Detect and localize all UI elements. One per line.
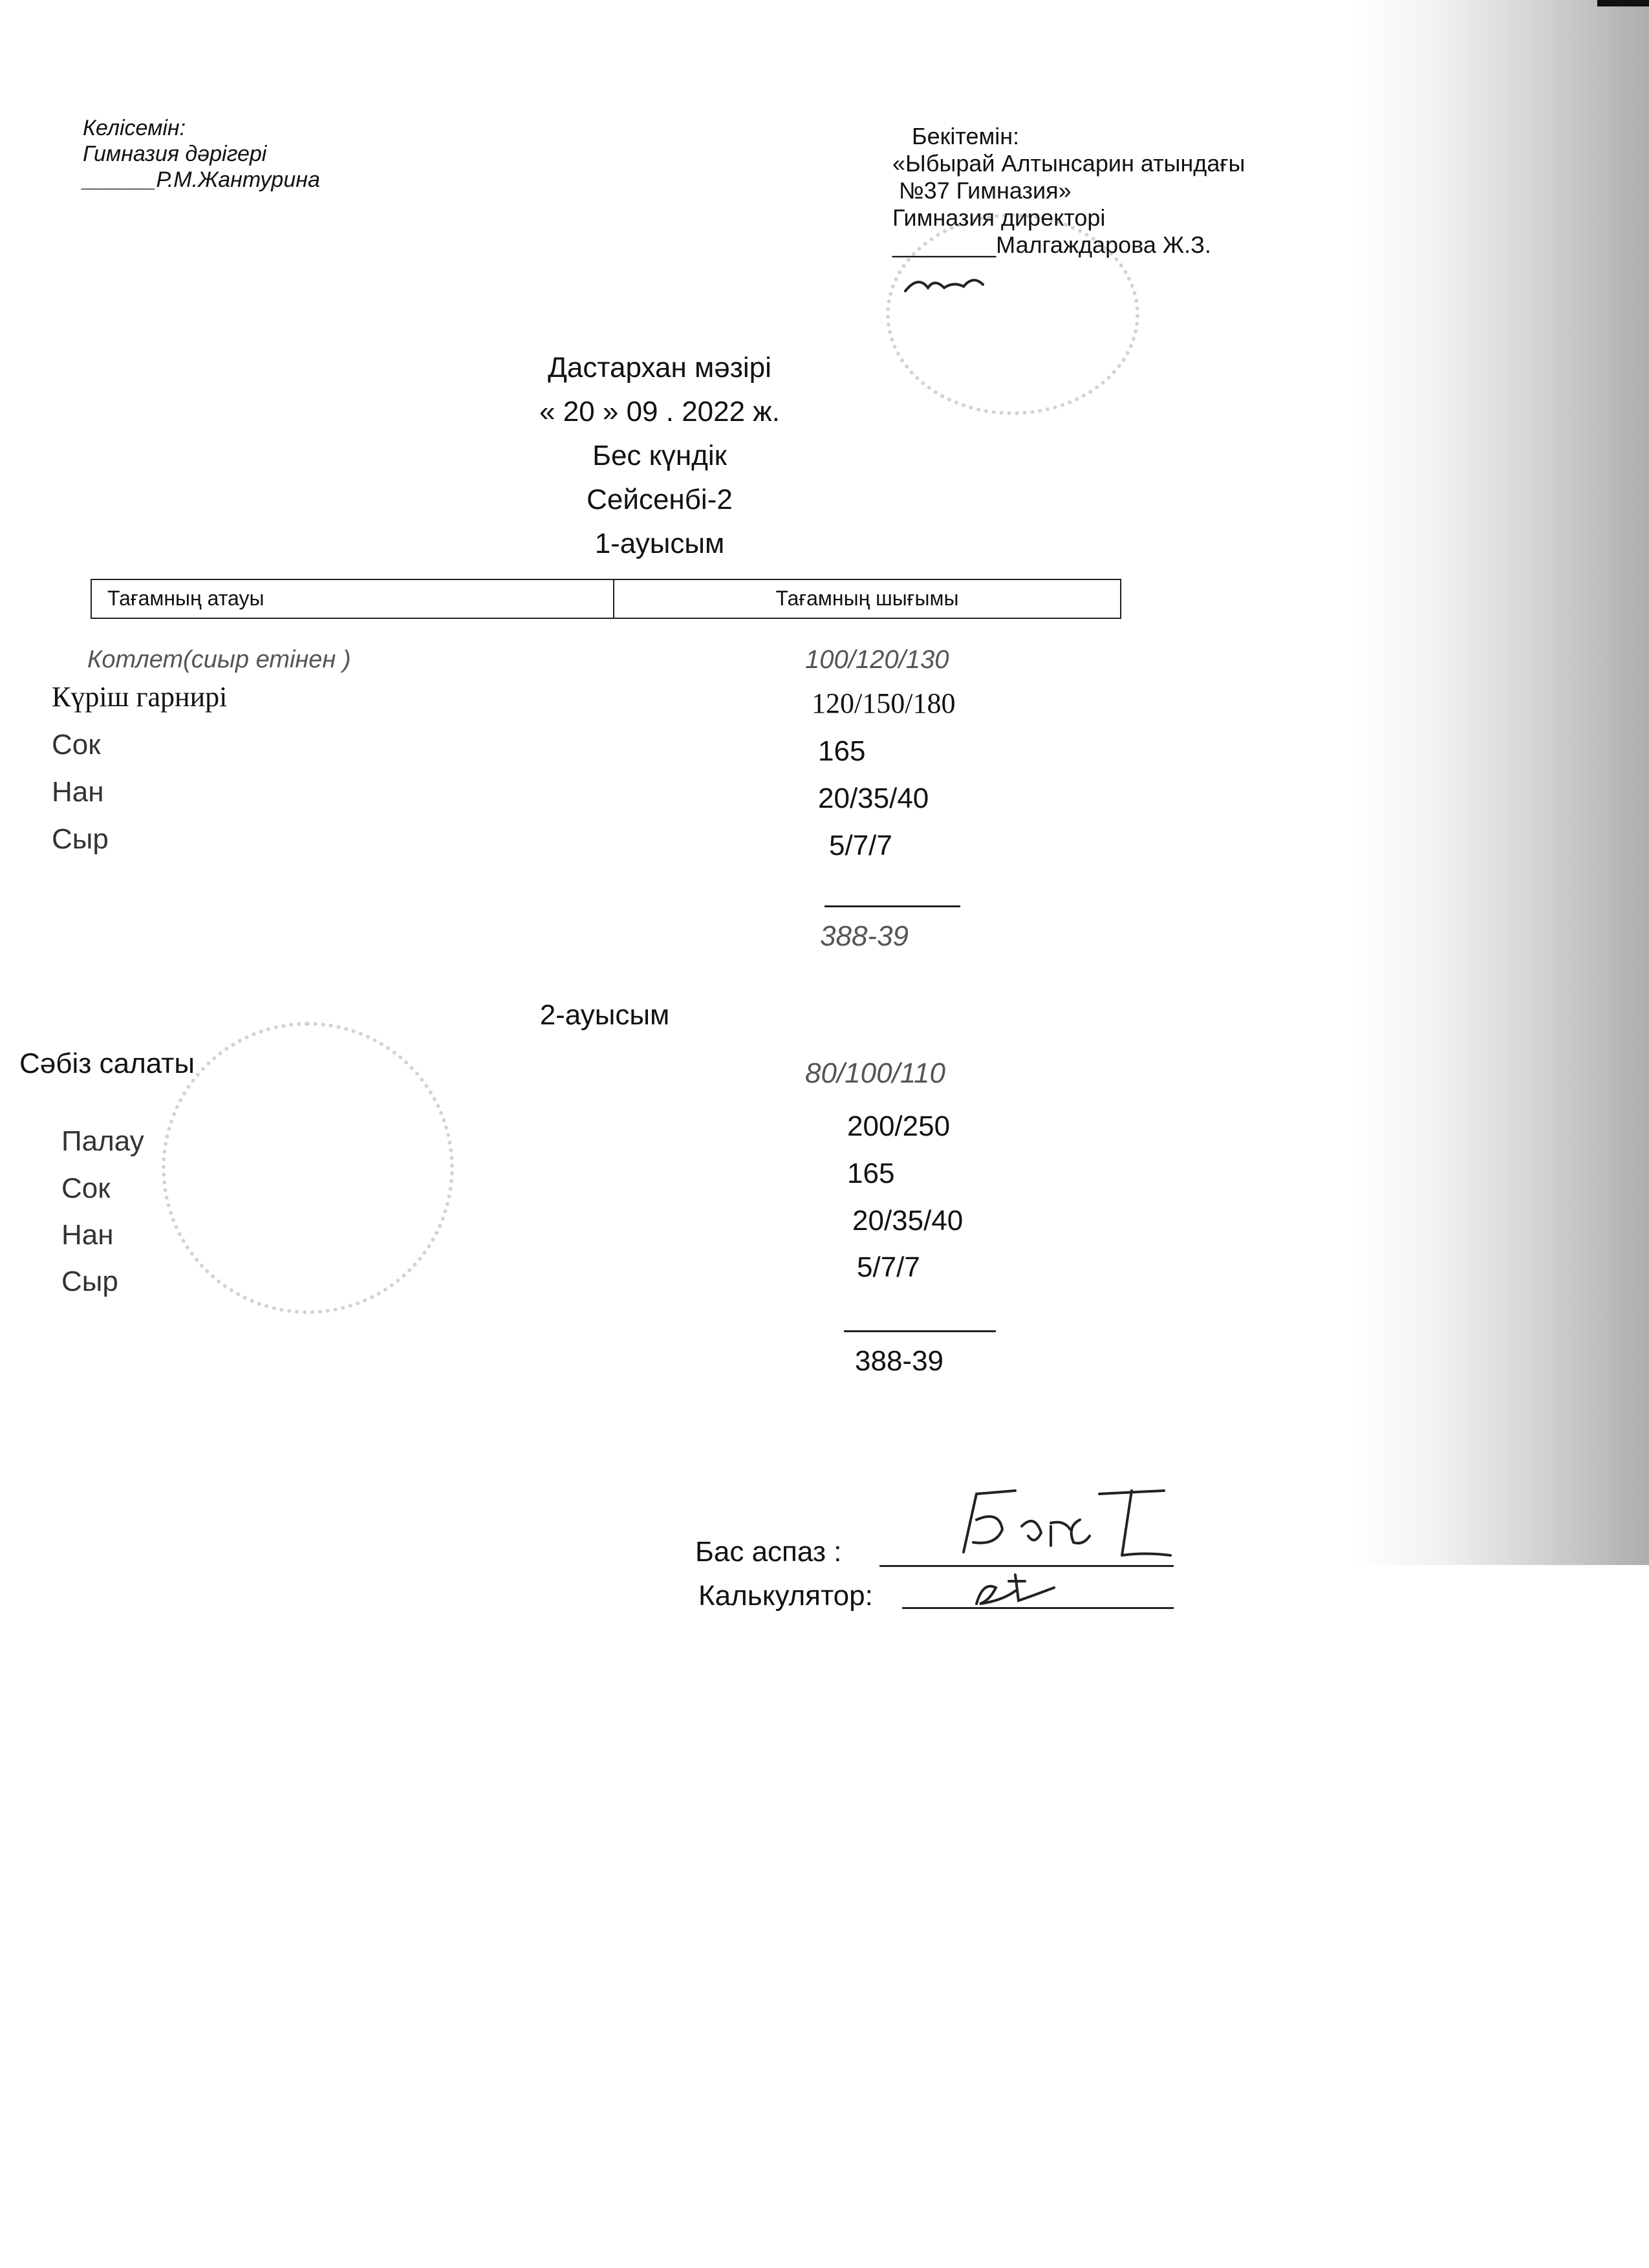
director-handwritten-signature	[899, 268, 996, 301]
calculator-signature-label: Калькулятор:	[698, 1580, 873, 1612]
shift2-item-name: Сок	[61, 1172, 111, 1204]
shift2-item-value: 20/35/40	[852, 1205, 964, 1237]
chef-handwritten-signature	[938, 1481, 1183, 1565]
menu-title-block	[0, 346, 1319, 566]
menu-day: Сейсенбі-2	[587, 484, 733, 515]
approval-left-role: Гимназия дәрігері	[83, 142, 267, 166]
menu-period: Бес күндік	[592, 440, 727, 471]
shift1-item-name: Күріш гарнирі	[52, 681, 228, 713]
shift1-item-value: 120/150/180	[812, 687, 956, 719]
shift1-title: 1-ауысым	[594, 528, 725, 559]
calculator-handwritten-signature	[964, 1568, 1067, 1614]
shift2-total-rule	[844, 1330, 996, 1332]
shift2-item-name: Сыр	[61, 1266, 118, 1297]
column-header-yield: Тағамның шығымы	[613, 580, 1120, 618]
shift2-item-value: 5/7/7	[857, 1251, 920, 1283]
shift1-item-name: Сыр	[52, 823, 109, 855]
shift2-item-value: 165	[847, 1158, 895, 1189]
shift2-item-value: 200/250	[847, 1110, 951, 1142]
approval-right-org-line2: №37 Гимназия»	[899, 177, 1072, 204]
shift1-item-name: Сок	[52, 729, 101, 761]
approval-left-signature: ______Р.М.Жантурина	[83, 167, 320, 192]
shift1-total: 388-39	[820, 920, 909, 952]
shift1-item-value: 165	[818, 735, 866, 767]
scan-shadow-edge	[1352, 0, 1649, 1565]
shift1-item-name: Нан	[52, 776, 104, 808]
scan-corner-mark	[1597, 0, 1649, 6]
shift1-item-value: 100/120/130	[805, 645, 949, 674]
approval-left-agreed: Келісемін:	[83, 116, 186, 140]
menu-title: Дастархан мәзірі	[548, 352, 771, 383]
shift2-item-name: Сәбіз салаты	[19, 1048, 195, 1079]
shift1-item-value: 20/35/40	[818, 783, 929, 814]
shift2-item-name: Нан	[61, 1219, 114, 1251]
column-header-name: Тағамның атауы	[107, 587, 264, 610]
menu-table-header	[91, 579, 1121, 619]
approval-right-org-line1: «Ыбырай Алтынсарин атындағы	[892, 150, 1245, 177]
shift1-total-rule	[824, 905, 960, 907]
shift1-item-name: Котлет(сиыр етінен )	[87, 646, 351, 673]
shift2-item-value: 80/100/110	[805, 1057, 945, 1089]
approval-left	[83, 115, 320, 193]
approval-right-approved: Бекітемін:	[912, 123, 1020, 149]
school-stamp	[162, 1022, 454, 1314]
shift2-total: 388-39	[855, 1345, 944, 1377]
chef-signature-line	[879, 1565, 1174, 1567]
approval-right	[892, 123, 1245, 259]
approval-right-role: Гимназия директорі	[892, 204, 1106, 231]
shift2-item-name: Палау	[61, 1125, 144, 1157]
menu-date: « 20 » 09 . 2022 ж.	[539, 396, 780, 427]
approval-right-signature: ________Малгаждарова Ж.З.	[892, 232, 1211, 258]
chef-signature-label: Бас аспаз :	[695, 1536, 842, 1568]
shift2-title: 2-ауысым	[539, 999, 670, 1031]
shift1-item-value: 5/7/7	[829, 830, 892, 861]
